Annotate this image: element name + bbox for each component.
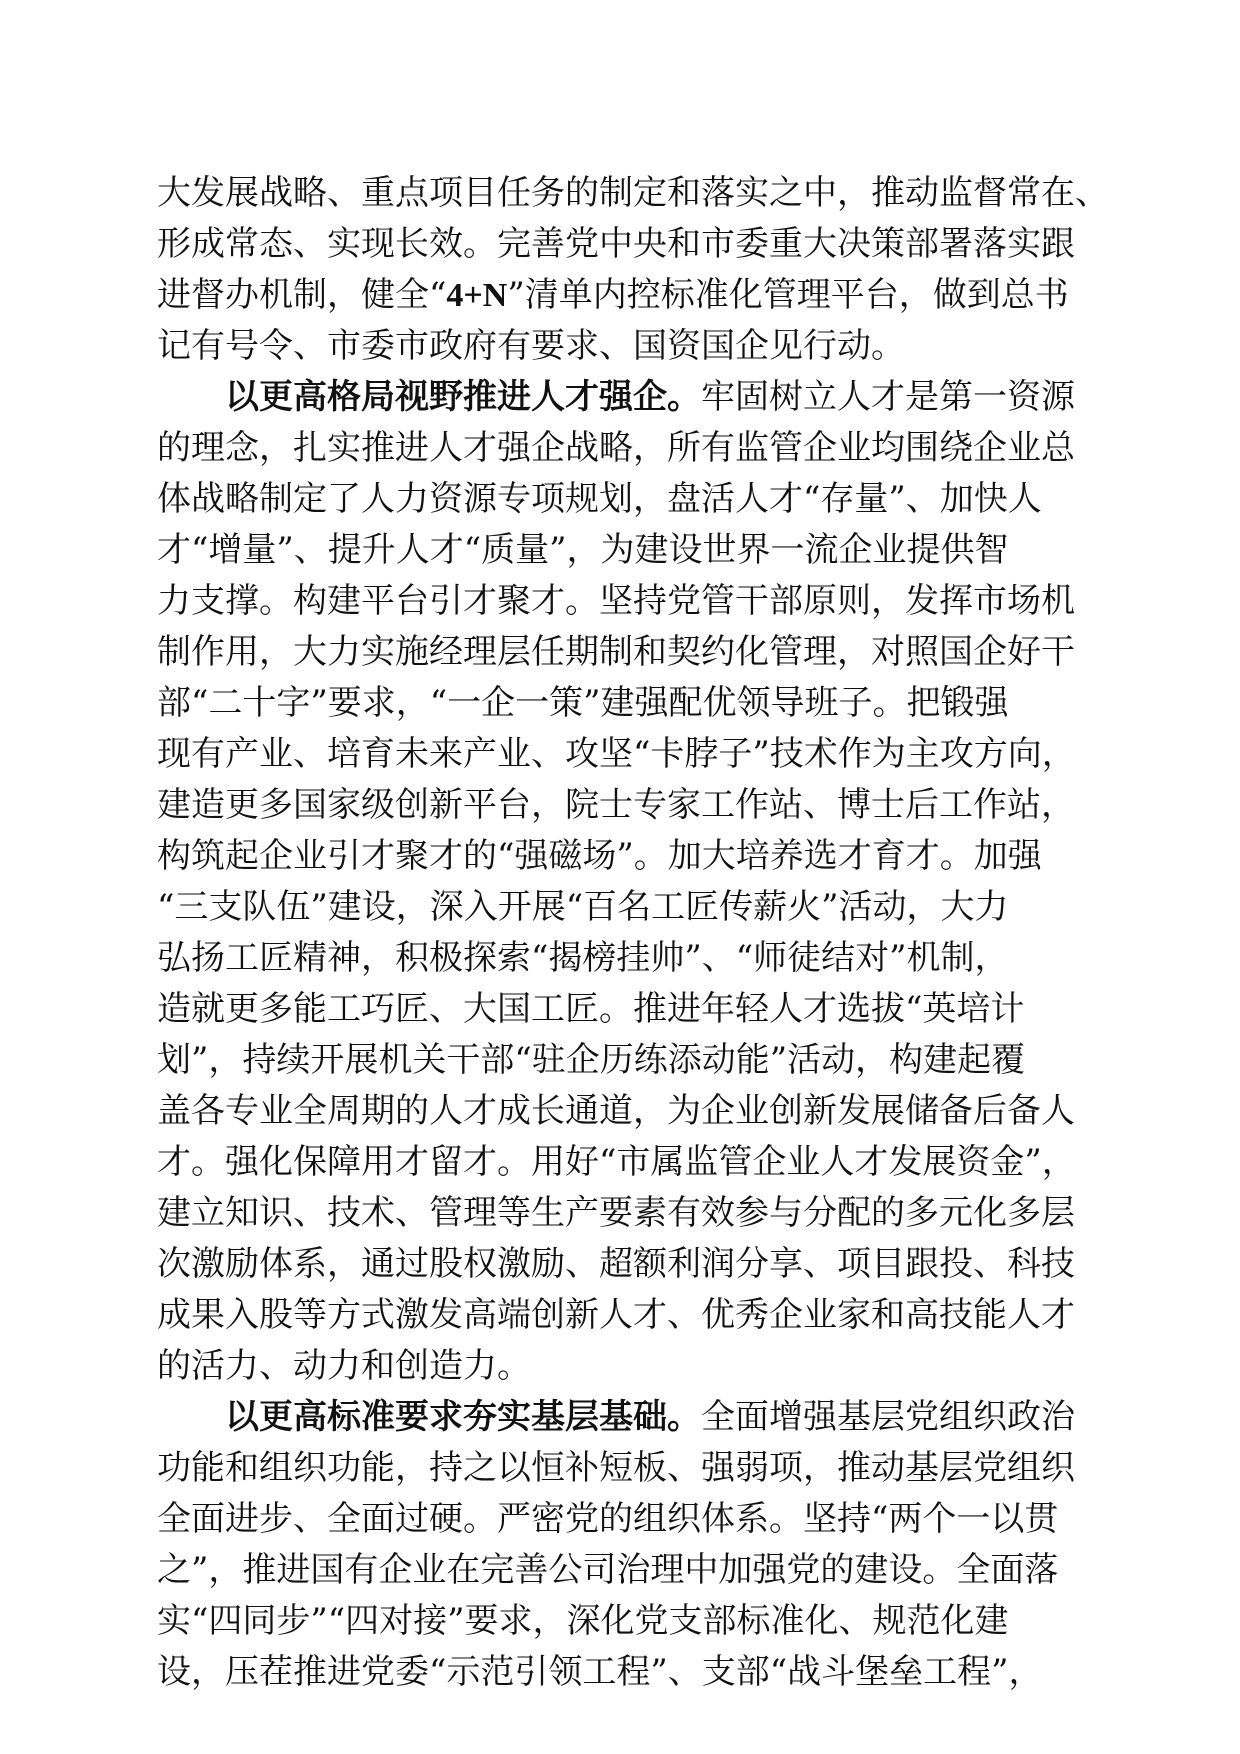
text-line: 功能和组织功能，持之以恒补短板、强弱项，推动基层党组织 — [157, 1448, 1075, 1488]
text-segment: 全面增强基层党组织政治 — [701, 1397, 1075, 1437]
section-heading: 以更高格局视野推进人才强企。 — [225, 377, 701, 417]
text-line: 次激励体系，通过股权激励、超额利润分享、项目跟投、科技 — [157, 1244, 1075, 1284]
text-line: 才。强化保障用才留才。用好“市属监管企业人才发展资金”， — [157, 1142, 1076, 1182]
text-line: 力支撑。构建平台引才聚才。坚持党管干部原则，发挥市场机 — [157, 581, 1075, 621]
paragraph-first-line — [157, 1392, 1083, 1443]
text-line: 记有号令、市委市政府有要求、国资国企见行动。 — [157, 326, 905, 366]
text-line: 大发展战略、重点项目任务的制定和落实之中，推动监督常在、 — [157, 173, 1109, 213]
text-line: 才“增量”、提升人才“质量”，为建设世界一流企业提供智 — [157, 530, 1009, 570]
text-line: 成果入股等方式激发高端创新人才、优秀企业家和高技能人才 — [157, 1295, 1075, 1335]
text-segment: 进督办机制，健全“ — [157, 275, 447, 315]
text-line: 全面进步、全面过硬。严密党的组织体系。坚持“两个一以贯 — [157, 1499, 1059, 1539]
text-line: 部“二十字”要求，“一企一策”建强配优领导班子。把锻强 — [157, 683, 1009, 723]
text-line: 体战略制定了人力资源专项规划，盘活人才“存量”、加快人 — [157, 479, 1042, 519]
text-line: “三支队伍”建设，深入开展“百名工匠传薪火”活动，大力 — [157, 887, 1009, 927]
text-line: 的活力、动力和创造力。 — [157, 1346, 531, 1386]
text-line: 实“四同步”“四对接”要求，深化党支部标准化、规范化建 — [157, 1601, 1009, 1641]
text-line: 之”，推进国有企业在完善公司治理中加强党的建设。全面落 — [157, 1550, 1059, 1590]
text-segment: ”清单内控标准化管理平台，做到总书 — [507, 275, 1069, 315]
text-line: 的理念，扎实推进人才强企战略，所有监管企业均围绕企业总 — [157, 428, 1075, 468]
text-line: 建立知识、技术、管理等生产要素有效参与分配的多元化多层 — [157, 1193, 1075, 1233]
text-segment: 牢固树立人才是第一资源 — [701, 377, 1075, 417]
text-line: 现有产业、培育未来产业、攻坚“卡脖子”技术作为主攻方向， — [157, 734, 1076, 774]
text-line: 构筑起企业引才聚才的“强磁场”。加大培养选才育才。加强 — [157, 836, 1042, 876]
text-segment-latin: 4+N — [446, 277, 508, 314]
text-line — [157, 270, 1083, 321]
document-body — [157, 168, 1109, 1698]
paragraph-first-line — [157, 372, 1083, 423]
text-line: 设，压茬推进党委“示范引领工程”、支部“战斗堡垒工程”， — [157, 1652, 1043, 1692]
text-line: 划”，持续开展机关干部“驻企历练添动能”活动，构建起覆 — [157, 1040, 1026, 1080]
text-line: 盖各专业全周期的人才成长通道，为企业创新发展储备后备人 — [157, 1091, 1075, 1131]
text-line: 制作用，大力实施经理层任期制和契约化管理，对照国企好干 — [157, 632, 1075, 672]
text-line: 弘扬工匠精神，积极探索“揭榜挂帅”、“师徒结对”机制， — [157, 938, 1009, 978]
section-heading: 以更高标准要求夯实基层基础。 — [225, 1397, 701, 1437]
text-line: 造就更多能工巧匠、大国工匠。推进年轻人才选拔“英培计 — [157, 989, 1025, 1029]
text-line: 形成常态、实现长效。完善党中央和市委重大决策部署落实跟 — [157, 224, 1075, 264]
text-line: 建造更多国家级创新平台，院士专家工作站、博士后工作站， — [157, 785, 1075, 825]
